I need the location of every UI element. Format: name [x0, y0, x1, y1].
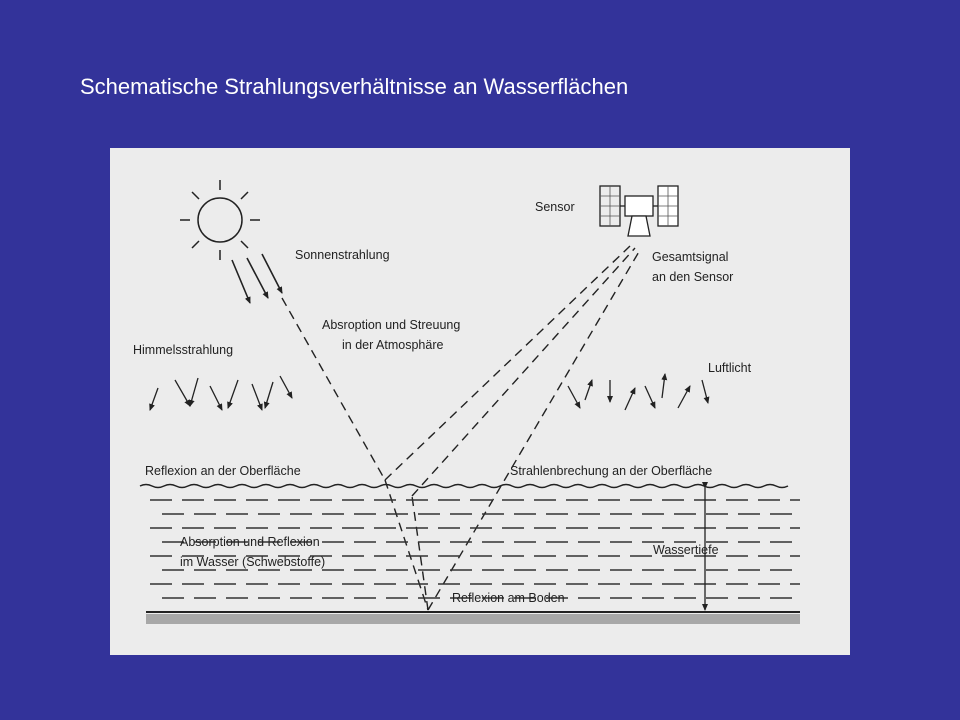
- label-atmosphere-1: Absroption und Streuung: [322, 318, 461, 332]
- label-water-2: im Wasser (Schwebstoffe): [180, 555, 326, 569]
- water-surface: [140, 485, 788, 488]
- sun-rays: [232, 254, 282, 303]
- sun-icon: [180, 180, 260, 260]
- label-surface-reflection: Reflexion an der Oberfläche: [145, 464, 301, 478]
- label-water-1: Absorption und Reflexion: [180, 535, 320, 549]
- label-refraction: Strahlenbrechung an der Oberfläche: [510, 464, 713, 478]
- path-radiance-arrows: [568, 374, 708, 410]
- slide-title: Schematische Strahlungsverhältnisse an Wasserflächen: [80, 74, 629, 99]
- label-sensor: Sensor: [535, 200, 575, 214]
- label-total-signal-2: an den Sensor: [652, 270, 734, 284]
- label-total-signal-1: Gesamtsignal: [652, 250, 729, 264]
- sky-radiation-arrows: [150, 376, 292, 410]
- label-atmosphere-2: in der Atmosphäre: [342, 338, 444, 352]
- radiation-diagram: [110, 148, 850, 655]
- satellite-sensor-icon: [600, 186, 678, 236]
- label-sky-radiation: Himmelsstrahlung: [133, 343, 234, 357]
- label-sunlight: Sonnenstrahlung: [295, 248, 390, 262]
- water-bottom: [146, 612, 800, 624]
- label-path-radiance: Luftlicht: [708, 361, 752, 375]
- label-bottom-reflection: Reflexion am Boden: [452, 591, 565, 605]
- label-water-depth: Wassertiefe: [653, 543, 719, 557]
